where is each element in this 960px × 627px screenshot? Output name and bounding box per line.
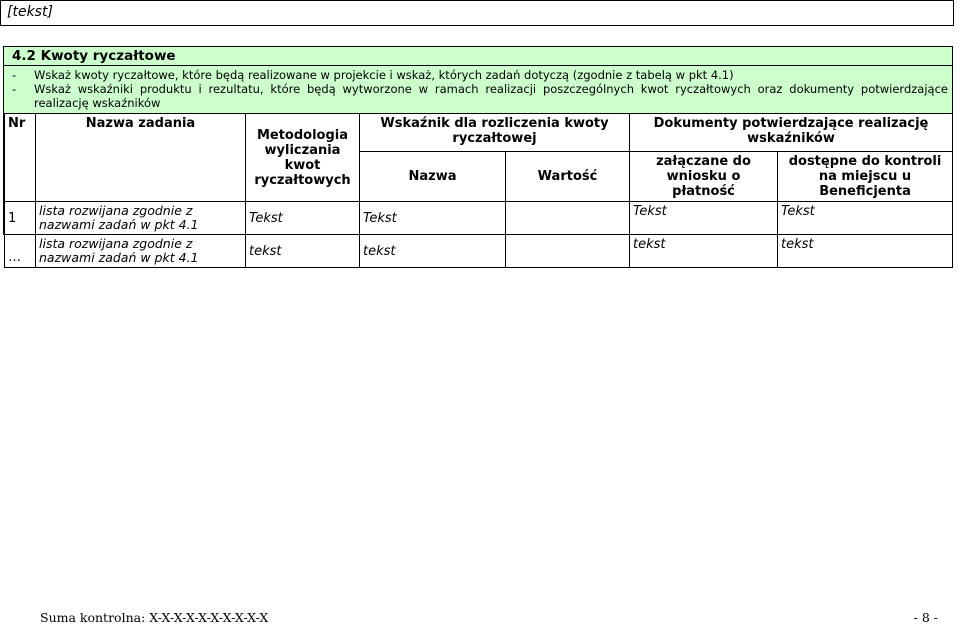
cell-documents-attached[interactable]: tekst — [630, 235, 778, 268]
header-nr: Nr — [5, 114, 36, 202]
cell-nr: … — [5, 235, 36, 268]
cell-methodology[interactable]: tekst — [246, 235, 360, 268]
header-documents-group: Dokumenty potwierdzające realizację wskaźników — [630, 114, 953, 152]
lump-sum-table — [4, 113, 953, 268]
cell-documents-onsite[interactable]: Tekst — [778, 202, 953, 235]
instruction-dash: - — [12, 68, 17, 82]
cell-indicator-value[interactable] — [506, 202, 630, 235]
header-indicator-value: Wartość — [506, 152, 630, 202]
cell-indicator-name[interactable]: tekst — [360, 235, 506, 268]
cell-documents-onsite[interactable]: tekst — [778, 235, 953, 268]
cell-methodology[interactable]: Tekst — [246, 202, 360, 235]
page-footer — [0, 610, 960, 627]
instruction-text: Wskaż kwoty ryczałtowe, które będą realizowane w projekcie i wskaż, których zadań dotyczą (zgodnie z tabelą w pkt 4.1) — [34, 68, 734, 82]
header-documents-onsite: dostępne do kontroli na miejscu u Beneficjenta — [778, 152, 953, 202]
top-text-placeholder: [tekst] — [0, 0, 954, 26]
instruction-item — [12, 82, 948, 110]
cell-documents-attached[interactable]: Tekst — [630, 202, 778, 235]
checksum-text: Suma kontrolna: X-X-X-X-X-X-X-X-X-X — [40, 610, 269, 625]
header-methodology: Metodologia wyliczania kwot ryczałtowych — [246, 114, 360, 202]
header-task-name: Nazwa zadania — [36, 114, 246, 202]
cell-indicator-name[interactable]: Tekst — [360, 202, 506, 235]
cell-indicator-value[interactable] — [506, 235, 630, 268]
section-title: 4.2 Kwoty ryczałtowe — [4, 47, 952, 66]
header-documents-attached: załączane do wniosku o płatność — [630, 152, 778, 202]
instructions — [4, 66, 952, 113]
instruction-text: Wskaż wskaźniki produktu i rezultatu, które będą wytworzone w ramach realizacji poszczególnych kwot ryczałtowych oraz dokumenty potwierdzające realizację wskaźników — [34, 82, 948, 110]
instruction-dash: - — [12, 82, 17, 96]
table-row — [5, 202, 953, 235]
cell-task-dropdown[interactable]: lista rozwijana zgodnie z nazwami zadań w pkt 4.1 — [36, 202, 246, 235]
header-indicator-group: Wskaźnik dla rozliczenia kwoty ryczałtowej — [360, 114, 630, 152]
cell-task-dropdown[interactable]: lista rozwijana zgodnie z nazwami zadań w pkt 4.1 — [36, 235, 246, 268]
table-row — [5, 235, 953, 268]
instruction-item — [12, 68, 948, 82]
cell-nr: 1 — [5, 202, 36, 235]
lump-sum-section — [3, 46, 953, 265]
header-indicator-name: Nazwa — [360, 152, 506, 202]
page-number: - 8 - — [913, 610, 938, 625]
